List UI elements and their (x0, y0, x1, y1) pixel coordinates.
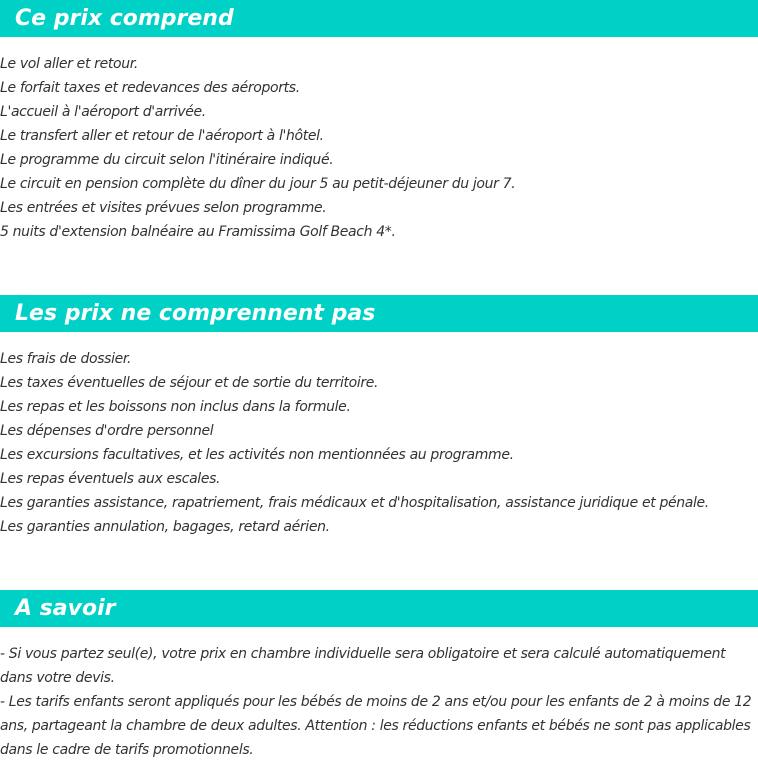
list-item: Le transfert aller et retour de l'aéroport à l'hôtel. (0, 128, 324, 144)
list-item: Les frais de dossier. (0, 351, 132, 367)
list-item: Le forfait taxes et redevances des aéroports. (0, 80, 300, 96)
list-item: L'accueil à l'aéroport d'arrivée. (0, 104, 206, 120)
info-heading: A savoir (0, 590, 758, 627)
info-section (0, 590, 758, 762)
list-item: Le programme du circuit selon l'itinéraire indiqué. (0, 152, 334, 168)
list-item: Le circuit en pension complète du dîner du jour 5 au petit-déjeuner du jour 7. (0, 176, 516, 192)
list-item: Les repas éventuels aux escales. (0, 471, 221, 487)
included-section (0, 0, 758, 244)
list-item: Les taxes éventuelles de séjour et de sortie du territoire. (0, 375, 379, 391)
list-item: 5 nuits d'extension balnéaire au Framissima Golf Beach 4*. (0, 224, 396, 240)
list-item: Les excursions facultatives, et les activités non mentionnées au programme. (0, 447, 514, 463)
list-item: Le vol aller et retour. (0, 56, 138, 72)
info-note-children: - Les tarifs enfants seront appliqués pour les bébés de moins de 2 ans et/ou pour les enfants de 2 à moins de 12 ans, partageant la chambre de deux adultes. Attention : les réductions enfants et bébés ne sont pas applicables dans le cadre de tarifs promotionnels. (0, 694, 752, 758)
included-list (0, 52, 758, 244)
excluded-heading: Les prix ne comprennent pas (0, 295, 758, 332)
list-item: Les garanties assistance, rapatriement, frais médicaux et d'hospitalisation, assistance juridique et pénale. (0, 495, 709, 511)
list-item: Les dépenses d'ordre personnel (0, 423, 214, 439)
info-notes (0, 642, 758, 762)
list-item: Les repas et les boissons non inclus dans la formule. (0, 399, 351, 415)
info-note-solo: - Si vous partez seul(e), votre prix en chambre individuelle sera obligatoire et sera calculé automatiquement dans votre devis. (0, 646, 726, 686)
excluded-list (0, 347, 758, 539)
included-heading: Ce prix comprend (0, 0, 758, 37)
excluded-section (0, 295, 758, 539)
list-item: Les garanties annulation, bagages, retard aérien. (0, 519, 330, 535)
list-item: Les entrées et visites prévues selon programme. (0, 200, 327, 216)
